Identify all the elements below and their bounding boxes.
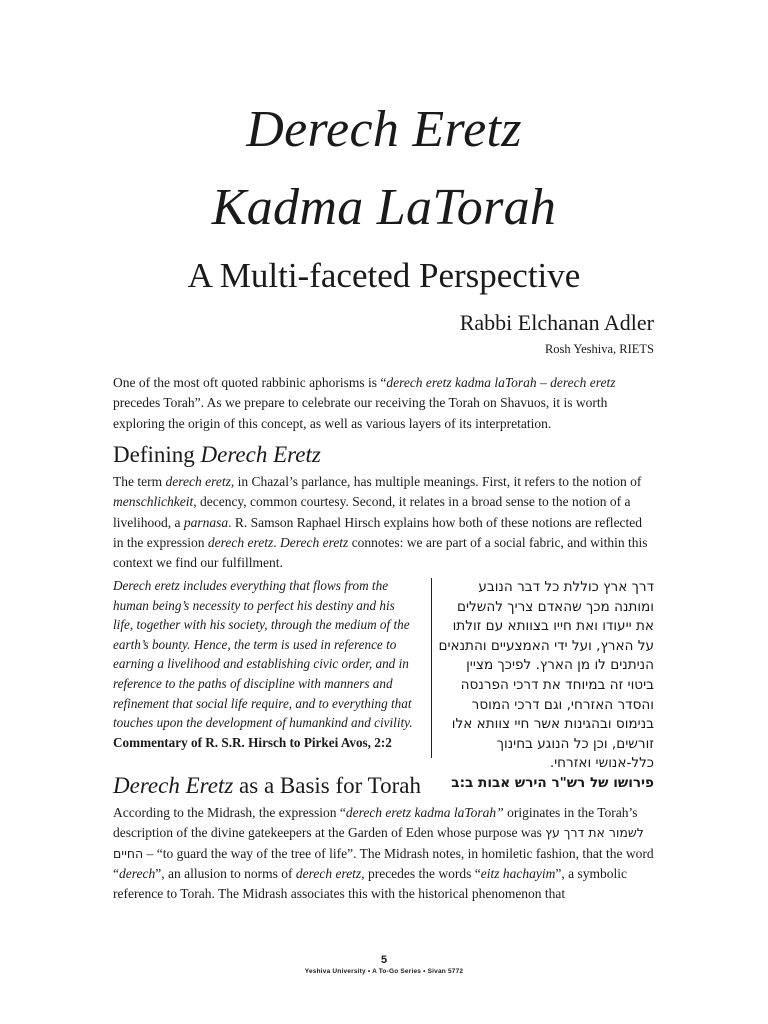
- quote-hebrew: [438, 578, 654, 794]
- section-heading-basis: [113, 771, 421, 801]
- defining-text-5: .: [273, 534, 280, 550]
- subtitle: A Multi-faceted Perspective: [187, 256, 581, 295]
- page-number: 5: [380, 954, 388, 966]
- basis-em-4: derech eretz: [295, 865, 362, 881]
- basis-hebrew-phrase: לשמור את דרך עץ החיים: [113, 825, 644, 861]
- basis-text-2: originates in the Torah’s description of the divine gatekeepers at the Garden of Eden whose purpose was: [113, 805, 638, 841]
- basis-text-3: – “to guard the way of the tree of life”. The Midrash notes, in homiletic fashion, that the word “: [113, 845, 654, 881]
- title-line-2: Kadma LaTorah: [211, 179, 557, 236]
- quote-hebrew-text: דרך ארץ כוללת כל דבר הנובע ומותנה מכך שהאדם צריך להשלים את ייעודו ואת חייו בצוותא עם זולתו על הארץ, ועל ידי האמצעיים והתנאים הניתנים לו מן הארץ. לפיכך מציין ביטוי זה במיוחד את דרכי הפרנסה והסדר האזרחי, וגם דרכי המוסר בנימוס ובהגינות אשר חיי צוותא אלו זורשים, וכן כל הנוגע בחינוך כלל-אנושי ואזרחי.: [438, 579, 654, 772]
- defining-text-6: connotes: we are part of a social fabric, and within this context we find our fulfillment.: [113, 534, 648, 571]
- quote-english: [113, 576, 418, 752]
- defining-text-4: . R. Samson Raphael Hirsch explains how both of these notions are reflected in the expression: [113, 514, 643, 550]
- intro-paragraph: [113, 373, 654, 434]
- footer-series-line: Yeshiva University • A To-Go Series • Sivan 5772: [304, 968, 464, 975]
- defining-em-5: Derech eretz: [279, 534, 349, 550]
- title-line-1: Derech Eretz: [246, 101, 522, 158]
- defining-em-4: derech eretz: [207, 534, 274, 550]
- defining-em-3: parnasa: [183, 514, 229, 530]
- basis-paragraph: [113, 803, 654, 904]
- quote-hebrew-citation: פירושו של רש"ר הירש אבות ב:ב: [451, 774, 654, 791]
- intro-text-2: precedes Torah”. As we prepare to celebrate our receiving the Torah on Shavuos, it is worth exploring the origin of this concept, as well as various layers of its interpretation.: [113, 395, 608, 431]
- quote-english-text: Derech eretz includes everything that flows from the human being’s necessity to perfect his destiny and his life, together with his society, through the medium of the earth’s bounty. Hence, the term is used in reference to earning a livelihood and establishing civic order, and in reference to the paths of discipline with manners and refinement that social life require, and to everything that touches upon the development of humankind and civility.: [113, 578, 413, 731]
- basis-em-3: derech: [119, 865, 156, 881]
- intro-text-1: One of the most oft quoted rabbinic aphorisms is “: [113, 375, 387, 390]
- defining-text-3: , decency, common courtesy. Second, it relates in a broad sense to the notion of a livelihood, a: [113, 494, 631, 530]
- section-heading-defining-plain: Defining: [113, 442, 201, 467]
- author-role: Rosh Yeshiva, RIETS: [544, 342, 654, 356]
- quote-english-citation: Commentary of R. S.R. Hirsch to Pirkei Avos, 2:2: [113, 734, 392, 750]
- basis-text-1: According to the Midrash, the expression “: [113, 805, 346, 820]
- basis-text-5: , precedes the words “: [361, 865, 481, 881]
- section-heading-defining: [113, 440, 321, 470]
- author-name: Rabbi Elchanan Adler: [459, 310, 654, 335]
- defining-paragraph: [113, 472, 654, 573]
- section-heading-basis-em: Derech Eretz: [113, 773, 234, 798]
- defining-em-1: derech eretz,: [165, 474, 235, 489]
- section-heading-basis-plain: as a Basis for Torah: [233, 773, 421, 798]
- quote-divider: [431, 578, 432, 758]
- basis-text-6: ”, a symbolic reference to Torah. The Midrash associates this with the historical phenomenon that: [113, 865, 627, 902]
- defining-text-2: in Chazal’s parlance, has multiple meanings. First, it refers to the notion of: [234, 474, 642, 489]
- defining-text-1: The term: [113, 474, 166, 489]
- section-heading-defining-em: Derech Eretz: [200, 442, 321, 467]
- basis-text-4: ”, an allusion to norms of: [155, 865, 296, 881]
- intro-emphasis: derech eretz kadma laTorah – derech eretz: [386, 375, 616, 390]
- basis-em-1: derech eretz kadma laTorah”: [345, 805, 504, 820]
- basis-em-5: eitz hachayim: [480, 865, 556, 881]
- defining-em-2: menschlichkeit: [113, 494, 194, 510]
